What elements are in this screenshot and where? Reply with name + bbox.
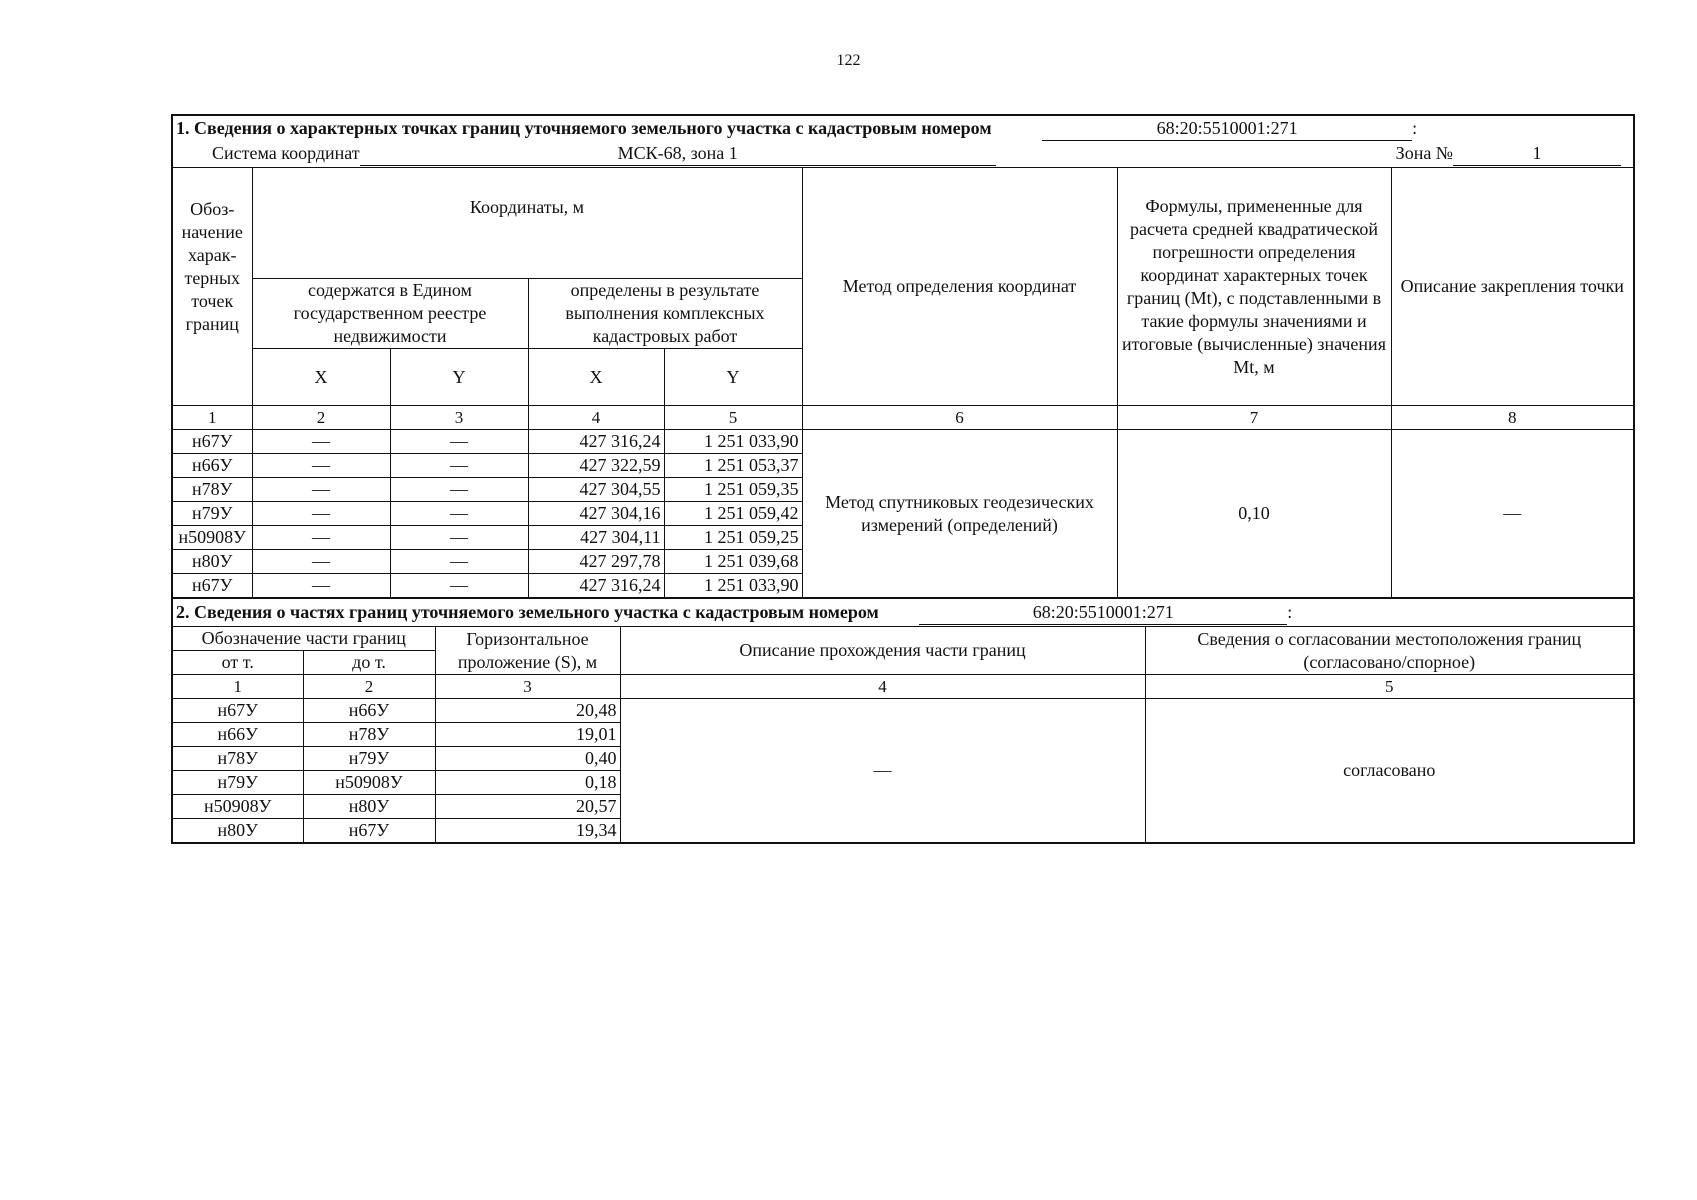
- header-y-egrn: Y: [390, 349, 528, 406]
- point-name: н67У: [172, 430, 252, 454]
- page-number: 122: [836, 52, 861, 69]
- method-value: Метод спутниковых геодезических измерений (определений): [802, 430, 1117, 598]
- to-point: н79У: [303, 747, 435, 771]
- from-point: н78У: [172, 747, 303, 771]
- col-number: 5: [664, 406, 802, 430]
- from-point: н79У: [172, 771, 303, 795]
- x-value: 427 316,24: [528, 430, 664, 454]
- x-egrn: —: [252, 550, 390, 574]
- header-part-designation: Обозначение части границ: [172, 627, 435, 651]
- header-row-1: [172, 627, 1634, 651]
- y-egrn: —: [390, 478, 528, 502]
- header-x-egrn: X: [252, 349, 390, 406]
- x-egrn: —: [252, 502, 390, 526]
- from-point: н80У: [172, 819, 303, 844]
- x-value: 427 304,11: [528, 526, 664, 550]
- crs-value: МСК-68, зона 1: [360, 142, 996, 166]
- y-value: 1 251 039,68: [664, 550, 802, 574]
- y-egrn: —: [390, 430, 528, 454]
- horizontal-distance: 0,18: [435, 771, 620, 795]
- y-egrn: —: [390, 454, 528, 478]
- table-row: [172, 699, 1634, 723]
- x-value: 427 297,78: [528, 550, 664, 574]
- y-value: 1 251 059,35: [664, 478, 802, 502]
- header-row-1: [172, 168, 1634, 279]
- col-number: 3: [435, 675, 620, 699]
- column-numbers-row: [172, 406, 1634, 430]
- header-formulas: Формулы, примененные для расчета средней квадратической погрешности определения координат характерных точек границ (Mt), с подставленными в такие формулы значениями и итоговые (вычисленные) значения Mt, м: [1117, 168, 1391, 406]
- column-numbers-row: [172, 675, 1634, 699]
- point-name: н67У: [172, 574, 252, 598]
- x-value: 427 304,55: [528, 478, 664, 502]
- agreement-value: согласовано: [1145, 699, 1634, 844]
- to-point: н78У: [303, 723, 435, 747]
- col-number: 3: [390, 406, 528, 430]
- zone-value: 1: [1453, 142, 1621, 166]
- header-description: Описание прохождения части границ: [620, 627, 1145, 675]
- x-value: 427 316,24: [528, 574, 664, 598]
- header-y: Y: [664, 349, 802, 406]
- col-number: 2: [303, 675, 435, 699]
- point-name: н80У: [172, 550, 252, 574]
- x-egrn: —: [252, 454, 390, 478]
- to-point: н67У: [303, 819, 435, 844]
- to-point: н50908У: [303, 771, 435, 795]
- from-point: н66У: [172, 723, 303, 747]
- horizontal-distance: 0,40: [435, 747, 620, 771]
- point-name: н78У: [172, 478, 252, 502]
- zone-label: Зона №: [1395, 143, 1453, 163]
- section1-title-row: 1. Сведения о характерных точках границ уточняемого земельного участка с кадастровым номером 68:20:5510001:271 :: [172, 115, 1634, 141]
- header-agreement: Сведения о согласовании местоположения границ (согласовано/спорное): [1145, 627, 1634, 675]
- x-egrn: —: [252, 526, 390, 550]
- header-coordinates: Координаты, м: [252, 168, 802, 279]
- header-in-egrn: содержатся в Едином государственном реестре недвижимости: [252, 279, 528, 349]
- horizontal-distance: 20,57: [435, 795, 620, 819]
- y-value: 1 251 059,42: [664, 502, 802, 526]
- description-value: —: [620, 699, 1145, 844]
- section2-title: 2. Сведения о частях границ уточняемого земельного участка с кадастровым номером: [176, 601, 879, 622]
- section1-title: 1. Сведения о характерных точках границ уточняемого земельного участка с кадастровым номером: [176, 118, 992, 138]
- x-value: 427 322,59: [528, 454, 664, 478]
- cadastral-sheet: [171, 114, 1633, 844]
- col-number: 2: [252, 406, 390, 430]
- y-value: 1 251 033,90: [664, 430, 802, 454]
- x-egrn: —: [252, 478, 390, 502]
- from-point: н67У: [172, 699, 303, 723]
- section2-title-row: 2. Сведения о частях границ уточняемого земельного участка с кадастровым номером 68:20:5510001:271 :: [172, 599, 1634, 627]
- col-number: 8: [1391, 406, 1634, 430]
- table-row: [172, 430, 1634, 454]
- y-egrn: —: [390, 574, 528, 598]
- from-point: н50908У: [172, 795, 303, 819]
- section2-cadastral-number: 68:20:5510001:271: [919, 601, 1287, 625]
- y-value: 1 251 059,25: [664, 526, 802, 550]
- mt-value: 0,10: [1117, 430, 1391, 598]
- col-number: 7: [1117, 406, 1391, 430]
- to-point: н80У: [303, 795, 435, 819]
- y-egrn: —: [390, 502, 528, 526]
- col-number: 5: [1145, 675, 1634, 699]
- point-name: н79У: [172, 502, 252, 526]
- header-from-works: определены в результате выполнения комплексных кадастровых работ: [528, 279, 802, 349]
- horizontal-distance: 19,01: [435, 723, 620, 747]
- horizontal-distance: 20,48: [435, 699, 620, 723]
- col-number: 6: [802, 406, 1117, 430]
- y-value: 1 251 053,37: [664, 454, 802, 478]
- col-number: 1: [172, 406, 252, 430]
- horizontal-distance: 19,34: [435, 819, 620, 844]
- x-value: 427 304,16: [528, 502, 664, 526]
- header-method: Метод определения координат: [802, 168, 1117, 406]
- to-point: н66У: [303, 699, 435, 723]
- boundary-parts-table: [171, 598, 1635, 844]
- y-egrn: —: [390, 550, 528, 574]
- point-name: н50908У: [172, 526, 252, 550]
- y-value: 1 251 033,90: [664, 574, 802, 598]
- section1-cadastral-number: 68:20:5510001:271: [1042, 117, 1412, 141]
- x-egrn: —: [252, 430, 390, 454]
- crs-row: [172, 141, 1634, 168]
- fixing-value: —: [1391, 430, 1634, 598]
- point-name: н66У: [172, 454, 252, 478]
- points-table: [171, 114, 1635, 598]
- col-number: 4: [528, 406, 664, 430]
- header-fixing: Описание закрепления точки: [1391, 168, 1634, 406]
- crs-label: Система координат: [212, 143, 360, 163]
- header-x: X: [528, 349, 664, 406]
- header-designation: Обоз-начение харак-терных точек границ: [172, 168, 252, 406]
- y-egrn: —: [390, 526, 528, 550]
- col-number: 4: [620, 675, 1145, 699]
- x-egrn: —: [252, 574, 390, 598]
- col-number: 1: [172, 675, 303, 699]
- header-from: от т.: [172, 651, 303, 675]
- header-horizontal: Горизонтальное проложение (S), м: [435, 627, 620, 675]
- header-to: до т.: [303, 651, 435, 675]
